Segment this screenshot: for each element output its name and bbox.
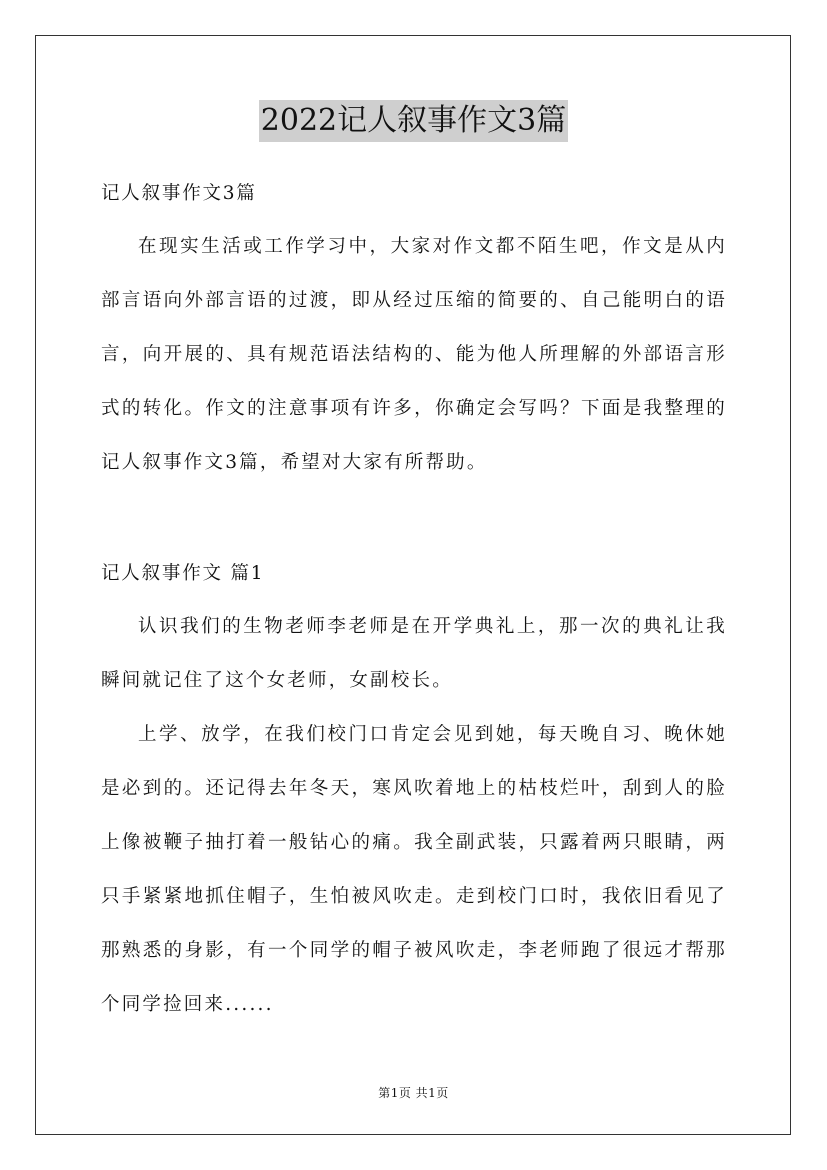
section-paragraph: 上学、放学，在我们校门口肯定会见到她，每天晚自习、晚休她是必到的。还记得去年冬天，寒风吹着地上的枯枝烂叶，刮到人的脸上像被鞭子抽打着一般钻心的痛。我全副武装，只露着两只眼睛，两只手紧紧地抓住帽子，生怕被风吹走。走到校门口时，我依旧看见了那熟悉的身影，有一个同学的帽子被风吹走，李老师跑了很远才帮那个同学捡回来...... (101, 724, 727, 1015)
section-body (101, 600, 727, 1032)
document-title: 2022记人叙事作文3篇 (259, 100, 568, 142)
section-heading: 记人叙事作文 篇1 (101, 563, 265, 584)
document-subtitle: 记人叙事作文3篇 (101, 183, 257, 204)
section-paragraph: 认识我们的生物老师李老师是在开学典礼上，那一次的典礼让我瞬间就记住了这个女老师，女副校长。 (101, 616, 727, 691)
title-container (0, 100, 827, 142)
intro-paragraph-block (101, 220, 727, 490)
page-footer: 第1页 共1页 (378, 1086, 449, 1100)
intro-paragraph: 在现实生活或工作学习中，大家对作文都不陌生吧，作文是从内部言语向外部言语的过渡，即从经过压缩的简要的、自己能明白的语言，向开展的、具有规范语法结构的、能为他人所理解的外部语言形式的转化。作文的注意事项有许多，你确定会写吗？下面是我整理的记人叙事作文3篇，希望对大家有所帮助。 (101, 236, 727, 473)
